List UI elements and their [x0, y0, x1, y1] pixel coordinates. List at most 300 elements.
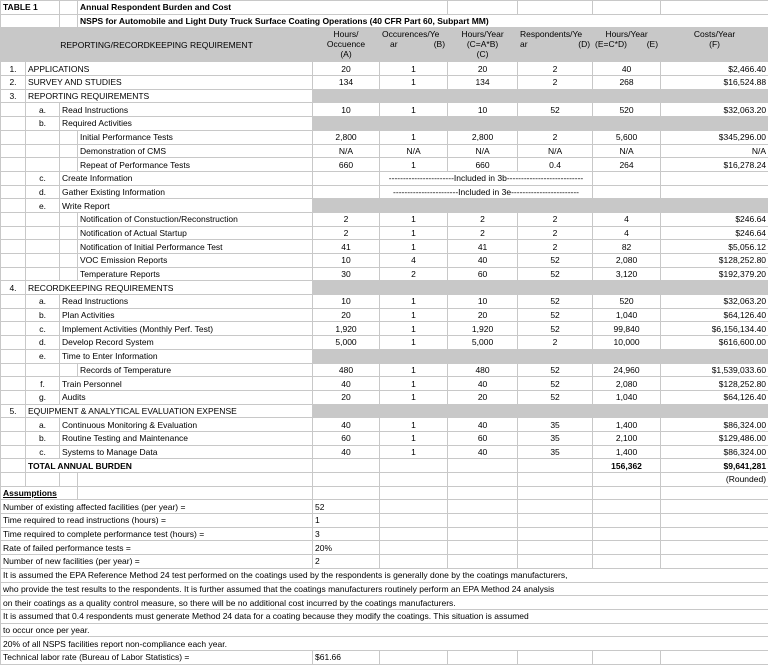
value-cost: $616,600.00: [661, 336, 768, 350]
table-row: [1, 212, 768, 226]
table-row: [1, 281, 768, 295]
value-e: 264: [593, 158, 661, 172]
blank-cell: [60, 1, 78, 15]
value-c: 40: [448, 445, 518, 459]
value-b: 1: [380, 240, 448, 254]
value-a: 40: [313, 418, 380, 432]
value-b: 1: [380, 363, 448, 377]
note-text: on their coatings as a quality control measure, so there will be no additional cost incurred by the coatings manufacturers.: [1, 596, 768, 610]
row-letter: e.: [26, 199, 60, 213]
table-cell: [1, 158, 26, 172]
row-sublabel: Notification of Initial Performance Test: [78, 240, 313, 254]
shaded-cell: [313, 404, 380, 418]
value-d: 35: [518, 431, 593, 445]
table-cell: [448, 541, 518, 555]
value-e: 2,080: [593, 254, 661, 268]
table-cell: [380, 527, 448, 541]
table-row: [1, 377, 768, 391]
value-d: 52: [518, 295, 593, 309]
row-letter: c.: [26, 322, 60, 336]
shaded-cell: [661, 281, 768, 295]
value-a: 20: [313, 62, 380, 76]
assumption-row: [1, 527, 768, 541]
row-letter: d.: [26, 336, 60, 350]
table-cell: [380, 486, 448, 500]
table-cell: [593, 171, 661, 185]
row-sublabel: Records of Temperature: [78, 363, 313, 377]
table-row: [1, 117, 768, 131]
table-cell: [60, 226, 78, 240]
total-cost: $9,641,281: [661, 459, 768, 473]
table-cell: [1, 199, 26, 213]
table-row: [1, 390, 768, 404]
assumption-label: Rate of failed performance tests =: [1, 541, 313, 555]
table-cell: [448, 555, 518, 569]
value-a: 2,800: [313, 130, 380, 144]
table-cell: [593, 650, 661, 664]
value-c: 20: [448, 62, 518, 76]
assumption-row: [1, 514, 768, 528]
value-cost: $16,524.88: [661, 76, 768, 90]
table-cell: [26, 226, 60, 240]
value-a: 134: [313, 76, 380, 90]
row-label: Time to Enter Information: [60, 349, 313, 363]
row-number: 1.: [1, 62, 26, 76]
table-cell: [380, 459, 448, 473]
value-cost: $1,539,033.60: [661, 363, 768, 377]
row-label: Read Instructions: [60, 295, 313, 309]
table-cell: [1, 377, 26, 391]
shaded-cell: [448, 89, 518, 103]
total-hours: 156,362: [593, 459, 661, 473]
table-row: [1, 308, 768, 322]
table-cell: [60, 267, 78, 281]
table-cell: [518, 650, 593, 664]
row-label: REPORTING REQUIREMENTS: [26, 89, 313, 103]
value-d: 2: [518, 226, 593, 240]
assumption-value: 20%: [313, 541, 380, 555]
table-cell: [593, 541, 661, 555]
value-b: 1: [380, 418, 448, 432]
assumption-note: [1, 623, 768, 637]
shaded-cell: [593, 117, 661, 131]
table-row: [1, 76, 768, 90]
value-c: 10: [448, 103, 518, 117]
table-cell: [1, 240, 26, 254]
assumption-label: Time required to complete performance test (hours) =: [1, 527, 313, 541]
table-cell: [26, 363, 60, 377]
value-c: 2: [448, 212, 518, 226]
value-b: 1: [380, 322, 448, 336]
table-cell: [60, 144, 78, 158]
row-sublabel: Demonstration of CMS: [78, 144, 313, 158]
table-cell: [661, 486, 768, 500]
row-label: APPLICATIONS: [26, 62, 313, 76]
table-cell: [26, 473, 60, 487]
value-c: 40: [448, 377, 518, 391]
table-cell: [1, 267, 26, 281]
value-d: 52: [518, 308, 593, 322]
header-requirement: REPORTING/RECORDKEEPING REQUIREMENT: [1, 28, 313, 62]
included-note: -----------------------Included in 3b---------------------------: [380, 171, 593, 185]
value-e: 82: [593, 240, 661, 254]
shaded-cell: [380, 349, 448, 363]
shaded-cell: [661, 349, 768, 363]
table-cell: [661, 527, 768, 541]
row-letter: c.: [26, 171, 60, 185]
value-e: 24,960: [593, 363, 661, 377]
row-label: Routine Testing and Maintenance: [60, 431, 313, 445]
row-letter: b.: [26, 308, 60, 322]
value-c: 60: [448, 267, 518, 281]
table-cell: [448, 514, 518, 528]
value-c: 480: [448, 363, 518, 377]
shaded-cell: [661, 117, 768, 131]
value-a: 2: [313, 226, 380, 240]
table-cell: [518, 541, 593, 555]
value-cost: $64,126.40: [661, 390, 768, 404]
table-cell: [1, 185, 26, 199]
value-cost: $192,379.20: [661, 267, 768, 281]
table-row: [1, 130, 768, 144]
value-cost: $345,296.00: [661, 130, 768, 144]
value-a: 30: [313, 267, 380, 281]
rounded-note: (Rounded): [661, 473, 768, 487]
table-cell: [313, 459, 380, 473]
table-cell: [26, 130, 60, 144]
table-row: [1, 89, 768, 103]
table-cell: [1, 103, 26, 117]
table-cell: [26, 212, 60, 226]
labor-label: Technical labor rate (Bureau of Labor Statistics) =: [1, 650, 313, 664]
table-title: Annual Respondent Burden and Cost: [78, 1, 448, 15]
shaded-cell: [448, 404, 518, 418]
table-row: [1, 144, 768, 158]
table-row: [1, 62, 768, 76]
row-label: Write Report: [60, 199, 313, 213]
table-cell: [60, 363, 78, 377]
shaded-cell: [661, 199, 768, 213]
value-b: 1: [380, 226, 448, 240]
table-cell: [518, 527, 593, 541]
value-b: 1: [380, 431, 448, 445]
shaded-cell: [593, 281, 661, 295]
value-cost: $2,466.40: [661, 62, 768, 76]
table-cell: [380, 541, 448, 555]
shaded-cell: [313, 117, 380, 131]
shaded-cell: [518, 404, 593, 418]
shaded-cell: [518, 281, 593, 295]
value-a: 660: [313, 158, 380, 172]
shaded-cell: [448, 117, 518, 131]
table-cell: [1, 473, 26, 487]
table-cell: [1, 295, 26, 309]
table-cell: [60, 130, 78, 144]
table-cell: [26, 267, 60, 281]
value-c: 40: [448, 254, 518, 268]
row-letter: b.: [26, 431, 60, 445]
value-b: 1: [380, 212, 448, 226]
value-b: 1: [380, 76, 448, 90]
header-f: Costs/Year (F): [661, 28, 768, 62]
row-letter: a.: [26, 418, 60, 432]
value-d: 35: [518, 445, 593, 459]
total-label: TOTAL ANNUAL BURDEN: [26, 459, 313, 473]
value-e: 268: [593, 76, 661, 90]
table-cell: [380, 473, 448, 487]
table-cell: [593, 555, 661, 569]
shaded-cell: [313, 281, 380, 295]
table-subtitle: NSPS for Automobile and Light Duty Truck Surface Coating Operations (40 CFR Part 60, Subpart MM): [78, 14, 768, 28]
row-sublabel: Repeat of Performance Tests: [78, 158, 313, 172]
table-cell: [593, 185, 661, 199]
shaded-cell: [380, 281, 448, 295]
row-sublabel: Temperature Reports: [78, 267, 313, 281]
table-cell: [1, 363, 26, 377]
value-a: 10: [313, 254, 380, 268]
table-cell: [1, 336, 26, 350]
value-e: 10,000: [593, 336, 661, 350]
value-b: 1: [380, 103, 448, 117]
row-label: Systems to Manage Data: [60, 445, 313, 459]
note-text: It is assumed that 0.4 respondents must generate Method 24 data for a coating because they modify the coatings. This situation is assumed: [1, 609, 768, 623]
value-d: 35: [518, 418, 593, 432]
assumption-note: [1, 596, 768, 610]
table-cell: [380, 500, 448, 514]
value-b: 1: [380, 445, 448, 459]
value-a: 5,000: [313, 336, 380, 350]
table-cell: [1, 171, 26, 185]
value-a: 40: [313, 445, 380, 459]
value-c: 5,000: [448, 336, 518, 350]
value-cost: $64,126.40: [661, 308, 768, 322]
value-e: 520: [593, 103, 661, 117]
table-cell: [448, 459, 518, 473]
row-letter: a.: [26, 295, 60, 309]
table-cell: [1, 390, 26, 404]
row-label: Read Instructions: [60, 103, 313, 117]
row-letter: e.: [26, 349, 60, 363]
value-d: 0.4: [518, 158, 593, 172]
assumption-row: [1, 650, 768, 664]
row-label: Audits: [60, 390, 313, 404]
row-label: SURVEY AND STUDIES: [26, 76, 313, 90]
value-e: 5,600: [593, 130, 661, 144]
value-cost: $128,252.80: [661, 254, 768, 268]
value-cost: $246.64: [661, 212, 768, 226]
table-cell: [448, 473, 518, 487]
value-a: 480: [313, 363, 380, 377]
table-cell: [380, 555, 448, 569]
value-c: 20: [448, 390, 518, 404]
value-a: 10: [313, 103, 380, 117]
value-e: 2,080: [593, 377, 661, 391]
table-cell: [60, 240, 78, 254]
table-cell: [60, 254, 78, 268]
table-cell: [448, 486, 518, 500]
table-cell: [661, 541, 768, 555]
shaded-cell: [380, 89, 448, 103]
table-cell: [380, 650, 448, 664]
value-b: 1: [380, 377, 448, 391]
shaded-cell: [313, 199, 380, 213]
value-d: 2: [518, 76, 593, 90]
table-cell: [313, 185, 380, 199]
row-label: Plan Activities: [60, 308, 313, 322]
shaded-cell: [593, 199, 661, 213]
shaded-cell: [380, 199, 448, 213]
table-cell: [1, 459, 26, 473]
value-a: N/A: [313, 144, 380, 158]
value-c: 60: [448, 431, 518, 445]
table-cell: [78, 486, 313, 500]
assumption-row: [1, 555, 768, 569]
row-letter: d.: [26, 185, 60, 199]
row-label: Train Personnel: [60, 377, 313, 391]
table-cell: [593, 527, 661, 541]
assumption-row: [1, 500, 768, 514]
value-cost: $128,252.80: [661, 377, 768, 391]
table-cell: [380, 514, 448, 528]
value-d: 2: [518, 212, 593, 226]
table-cell: [518, 486, 593, 500]
row-sublabel: Notification of Constuction/Reconstruction: [78, 212, 313, 226]
table-row: [1, 363, 768, 377]
value-c: 134: [448, 76, 518, 90]
table-cell: [26, 144, 60, 158]
table-row: [1, 185, 768, 199]
shaded-cell: [518, 89, 593, 103]
shaded-cell: [380, 117, 448, 131]
row-sublabel: VOC Emission Reports: [78, 254, 313, 268]
value-b: 1: [380, 390, 448, 404]
table-cell: [60, 158, 78, 172]
note-text: 20% of all NSPS facilities report non-compliance each year.: [1, 637, 768, 651]
row-label: Develop Record System: [60, 336, 313, 350]
table-cell: [1, 431, 26, 445]
value-cost: $32,063.20: [661, 103, 768, 117]
value-e: 1,040: [593, 390, 661, 404]
assumption-value: 3: [313, 527, 380, 541]
table-row: [1, 336, 768, 350]
value-b: 4: [380, 254, 448, 268]
table-row: [1, 240, 768, 254]
value-d: 52: [518, 363, 593, 377]
table-cell: [1, 226, 26, 240]
table-label: TABLE 1: [1, 1, 60, 15]
value-d: 52: [518, 390, 593, 404]
value-a: 40: [313, 377, 380, 391]
table-row: [1, 158, 768, 172]
table-cell: [1, 130, 26, 144]
table-row: [1, 418, 768, 432]
table-cell: [1, 322, 26, 336]
value-a: 41: [313, 240, 380, 254]
table-cell: [593, 486, 661, 500]
value-e: 1,040: [593, 308, 661, 322]
table-row: [1, 226, 768, 240]
table-row: [1, 404, 768, 418]
value-c: 660: [448, 158, 518, 172]
value-a: 20: [313, 308, 380, 322]
shaded-cell: [593, 89, 661, 103]
row-number: 2.: [1, 76, 26, 90]
assumption-note: [1, 568, 768, 582]
row-number: 3.: [1, 89, 26, 103]
note-text: to occur once per year.: [1, 623, 768, 637]
assumption-row: [1, 541, 768, 555]
value-b: 1: [380, 308, 448, 322]
value-c: 20: [448, 308, 518, 322]
row-letter: a.: [26, 103, 60, 117]
table-cell: [518, 500, 593, 514]
table-cell: [661, 514, 768, 528]
table-cell: [1, 418, 26, 432]
table-cell: [1, 308, 26, 322]
table-cell: [60, 212, 78, 226]
row-letter: b.: [26, 117, 60, 131]
labor-value: $61.66: [313, 650, 380, 664]
value-c: 2,800: [448, 130, 518, 144]
value-cost: $16,278.24: [661, 158, 768, 172]
shaded-cell: [661, 89, 768, 103]
table-cell: [661, 171, 768, 185]
value-d: 2: [518, 62, 593, 76]
value-b: N/A: [380, 144, 448, 158]
value-a: 60: [313, 431, 380, 445]
table-cell: [1, 144, 26, 158]
value-d: 52: [518, 322, 593, 336]
row-number: 5.: [1, 404, 26, 418]
value-b: 1: [380, 158, 448, 172]
row-letter: f.: [26, 377, 60, 391]
included-note: -----------------------Included in 3e------------------------: [380, 185, 593, 199]
header-d: Respondents/Ye ar (D): [518, 28, 593, 62]
table-cell: [518, 555, 593, 569]
value-e: 40: [593, 62, 661, 76]
table-cell: [313, 486, 380, 500]
shaded-cell: [448, 349, 518, 363]
value-c: 1,920: [448, 322, 518, 336]
table-cell: [1, 254, 26, 268]
assumption-value: 52: [313, 500, 380, 514]
assumption-label: Number of existing affected facilities (per year) =: [1, 500, 313, 514]
value-cost: $129,486.00: [661, 431, 768, 445]
note-text: who provide the test results to the respondents. It is further assumed that the coatings manufacturers routinely perform an EPA Method 24 analysis: [1, 582, 768, 596]
assumption-label: Number of new facilities (per year) =: [1, 555, 313, 569]
table-row: [1, 103, 768, 117]
value-a: 10: [313, 295, 380, 309]
total-row: [1, 459, 768, 473]
table-cell: [1, 117, 26, 131]
value-cost: $32,063.20: [661, 295, 768, 309]
value-e: 1,400: [593, 445, 661, 459]
row-letter: g.: [26, 390, 60, 404]
value-cost: $86,324.00: [661, 418, 768, 432]
header-a: Hours/ Occuence (A): [313, 28, 380, 62]
table-cell: [518, 473, 593, 487]
shaded-cell: [661, 404, 768, 418]
row-label: Gather Existing Information: [60, 185, 313, 199]
value-c: N/A: [448, 144, 518, 158]
table-row: [1, 431, 768, 445]
table-row: [1, 199, 768, 213]
shaded-cell: [593, 349, 661, 363]
value-d: 52: [518, 254, 593, 268]
table-cell: [26, 158, 60, 172]
shaded-cell: [313, 89, 380, 103]
assumption-value: 2: [313, 555, 380, 569]
